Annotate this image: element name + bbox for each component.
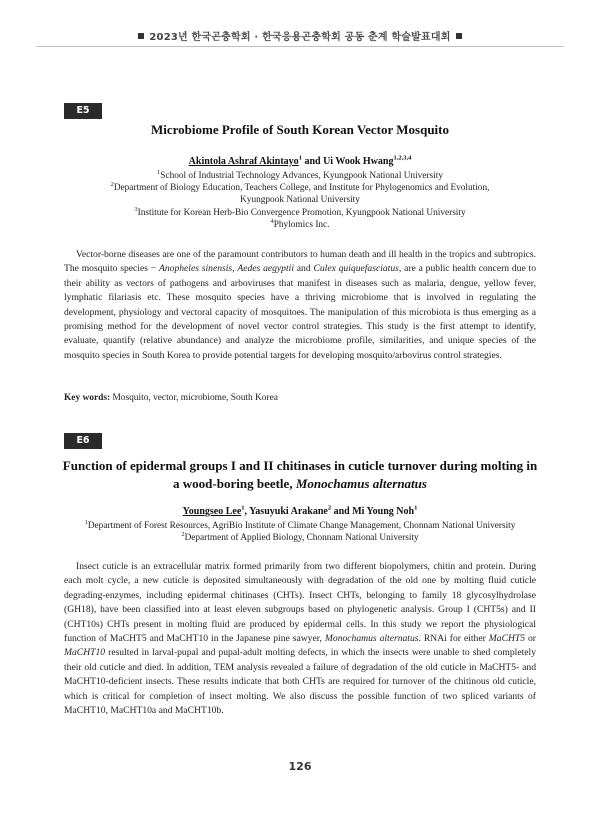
e6-author-presenting: Youngseo Lee bbox=[182, 506, 242, 517]
species-name: Anopheles sinensis bbox=[158, 263, 233, 275]
e6-title-line1: Function of epidermal groups I and II chitinases in cuticle turnover during molting in bbox=[62, 458, 538, 473]
page-number: 126 bbox=[288, 760, 312, 773]
e5-abstract-text: Vector-borne diseases are one of the paramount contributors to human death and ill health in the tropics and subtropics. The mosquito species − Anopheles sinensis, Aedes aegyptii and Culex quiquefasciatus, are a public health concern due to their ability as vectors of pathogens and arboviruses that manifest in diseases such as malaria, dengue, yellow fever, lymphatic filariasis etc. These mosquito species have a thriving microbiome that is involved in regulating the development, physiology and vectoral capacity of mosquitoes. The manipulation of this microbiota is thus emerging as a promising method for the development of novel vector control strategies. This study is the first attempt to identify, evaluate, quantify (relative abundance) and analyze the microbiome profile, similarities, and unique species of the mosquito species in South Korea to provide potential targets for developing mosquito/arbovirus control strategies. bbox=[64, 249, 536, 361]
e6-author: Mi Young Noh bbox=[352, 506, 415, 517]
e6-aff-1: $^1$Department of Forest Resources, AgriBio Institute of Climate Change Management, Chonnam National University bbox=[84, 518, 516, 531]
running-header bbox=[0, 28, 600, 43]
e6-title bbox=[40, 457, 560, 493]
e6-abstract bbox=[64, 560, 536, 718]
species-name: Aedes aegyptii bbox=[237, 263, 294, 275]
square-bullet-icon bbox=[138, 33, 144, 39]
e5-aff-4: $^4$Phylomics Inc. bbox=[270, 217, 330, 230]
species-name: Monochamus alternatus bbox=[295, 476, 427, 491]
e5-aff-3: $^3$Institute for Korean Herb-Bio Convergence Promotion, Kyungpook National University bbox=[134, 205, 466, 218]
e6-aff-2: $^2$Department of Applied Biology, Chonnam National University bbox=[181, 531, 419, 544]
e5-aff-2-cont: Kyungpook National University bbox=[240, 195, 360, 206]
e5-affiliations bbox=[40, 170, 560, 231]
keywords-text: Mosquito, vector, microbiome, South Korea bbox=[110, 393, 278, 403]
e6-affiliations bbox=[40, 520, 560, 544]
e6-authors: Youngseo Lee$^1$, Yasuyuki Arakane$^2$ and Mi Young Noh$^1$ bbox=[182, 504, 418, 517]
gene-name: MaCHT5 bbox=[488, 633, 526, 645]
e5-author-presenting: Akintola Ashraf Akintayo bbox=[188, 156, 299, 167]
header-divider bbox=[36, 46, 564, 47]
e6-title-line2: a wood-boring beetle, Monochamus alternatus bbox=[173, 476, 427, 491]
keywords-label: Key words: bbox=[64, 393, 111, 403]
species-name: Culex quiquefasciatus bbox=[313, 263, 399, 275]
gene-name: MaCHT10 bbox=[64, 647, 106, 659]
abstract-tag-e5: E5 bbox=[64, 103, 102, 119]
e5-aff-2: $^2$Department of Biology Education, Teachers College, and Institute for Phylogenomics and Evolution, bbox=[110, 181, 490, 194]
header-text: 2023년 한국곤충학회 · 한국응용곤충학회 공동 춘계 학술발표대회 bbox=[149, 32, 451, 43]
e5-authors: Akintola Ashraf Akintayo$^1$ and Ui Wook Hwang$^{1,2,3,4}$ bbox=[188, 154, 412, 167]
species-name: Monochamus alternatus bbox=[324, 633, 419, 645]
abstract-tag-e6: E6 bbox=[64, 433, 102, 449]
e5-abstract bbox=[64, 248, 536, 363]
e5-author: Ui Wook Hwang bbox=[323, 156, 394, 167]
e5-aff-1: $^1$School of Industrial Technology Advances, Kyungpook National University bbox=[157, 168, 443, 181]
e5-keywords bbox=[64, 393, 536, 403]
e6-author: Yasuyuki Arakane bbox=[249, 506, 328, 517]
e5-title: Microbiome Profile of South Korean Vector Mosquito bbox=[150, 122, 450, 137]
e6-abstract-text: Insect cuticle is an extracellular matrix formed primarily from two different biopolymers, chitin and protein. During each molt cycle, a new cuticle is deposited simultaneously with degradation of the old one by molting fluid cuticle degrading-enzymes, including epidermal chitinases (CHTs). Insect CHTs, belonging to family 18 glycosylhydrolase (GH18), have been classified into at least eleven subgroups based on phylogenetic analysis. Group I (CHT5s) and II (CHT10s) CHTs present in molting fluid are produced by epidermal cells. In this study we report the physiological function of MaCHT5 and MaCHT10 in the Japanese pine sawyer, Monochamus alternatus. RNAi for either MaCHT5 or MaCHT10 resulted in larval-pupal and pupal-adult molting defects, in which the insects were unable to shed completely their old cuticle and died. In addition, TEM analysis revealed a failure of degradation of the old cuticle in MaCHT5- and MaCHT10-deficient insects. These results indicate that both CHTs are required for turnover of the chitinous old cuticle, which is critical for completion of insect molting. We also discuss the possible function of two spliced variants of MaCHT10, MaCHT10a and MaCHT10b. bbox=[64, 561, 537, 717]
square-bullet-icon bbox=[456, 33, 462, 39]
